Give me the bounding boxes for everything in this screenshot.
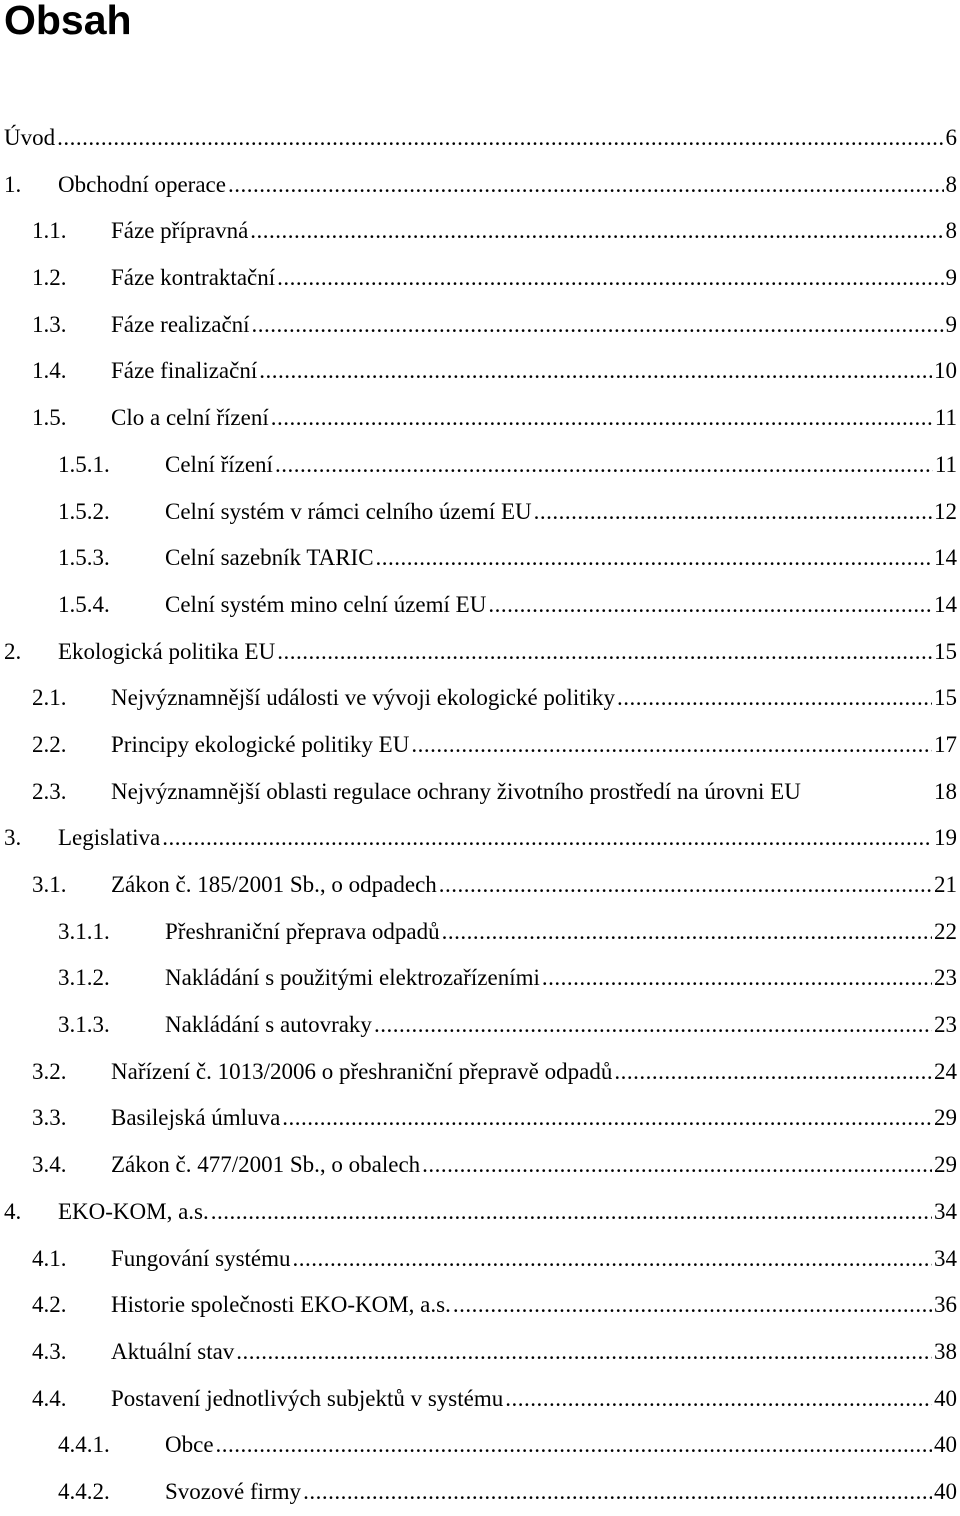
toc-entry-number: 1. xyxy=(4,162,21,209)
toc-entry-page: 15 xyxy=(934,675,960,722)
toc-entry-number: 1.4. xyxy=(32,348,67,395)
toc-entry-page: 23 xyxy=(934,1002,960,1049)
toc-entry-page: 38 xyxy=(934,1329,960,1376)
toc-leader-dots xyxy=(277,255,943,302)
toc-leader-dots xyxy=(259,348,932,395)
toc-entry-page: 29 xyxy=(934,1095,960,1142)
toc-leader-dots xyxy=(216,1422,932,1469)
toc-entry-title: Ekologická politika EU xyxy=(58,629,275,676)
toc-entry[interactable] xyxy=(0,208,960,255)
toc-entry[interactable] xyxy=(0,255,960,302)
toc-entry-number: 4.4.2. xyxy=(58,1469,110,1516)
toc-entry-number: 4.1. xyxy=(32,1236,67,1283)
toc-entry-number: 3.2. xyxy=(32,1049,67,1096)
toc-entry-page: 11 xyxy=(935,442,960,489)
toc-leader-dots xyxy=(293,1236,932,1283)
toc-entry-number: 4.2. xyxy=(32,1282,67,1329)
toc-entry-title: Celní systém mino celní území EU xyxy=(165,582,486,629)
toc-leader-dots xyxy=(453,1282,932,1329)
toc-entry-title: Fungování systému xyxy=(111,1236,291,1283)
toc-leader-dots xyxy=(614,1049,932,1096)
toc-leader-dots xyxy=(422,1142,932,1189)
toc-entry-page: 9 xyxy=(946,255,960,302)
toc-entry-page: 8 xyxy=(946,208,960,255)
toc-entry[interactable] xyxy=(0,675,960,722)
toc-entry-title: Legislativa xyxy=(58,815,160,862)
toc-entry[interactable] xyxy=(0,302,960,349)
toc-heading: Obsah xyxy=(4,0,132,44)
toc-leader-dots xyxy=(374,1002,932,1049)
toc-entry[interactable] xyxy=(0,1049,960,1096)
toc-entry-title: Úvod xyxy=(4,115,55,162)
toc-entry-title: Principy ekologické politiky EU xyxy=(111,722,409,769)
toc-leader-dots xyxy=(250,208,943,255)
toc-leader-dots xyxy=(277,629,932,676)
toc-entry-number: 2.1. xyxy=(32,675,67,722)
toc-entry-number: 4.4.1. xyxy=(58,1422,110,1469)
toc-entry-number: 3.4. xyxy=(32,1142,67,1189)
toc-entry-page: 6 xyxy=(946,115,960,162)
toc-entry-page: 22 xyxy=(934,909,960,956)
toc-entry[interactable] xyxy=(0,909,960,956)
toc-entry-title: Obce xyxy=(165,1422,214,1469)
toc-entry-title: Celní systém v rámci celního území EU xyxy=(165,489,532,536)
toc-leader-dots xyxy=(252,302,944,349)
toc-entry-number: 4.4. xyxy=(32,1376,67,1423)
toc-entry-page: 36 xyxy=(934,1282,960,1329)
toc-entry[interactable] xyxy=(0,1422,960,1469)
toc-entry-page: 14 xyxy=(934,582,960,629)
toc-leader-dots xyxy=(271,395,933,442)
toc-entry-page: 34 xyxy=(934,1236,960,1283)
toc-entry-number: 3.3. xyxy=(32,1095,67,1142)
toc-entry[interactable] xyxy=(0,955,960,1002)
toc-entry-page: 17 xyxy=(934,722,960,769)
toc-entry-number: 2. xyxy=(4,629,21,676)
toc-leader-dots xyxy=(211,1189,932,1236)
toc-leader-dots xyxy=(376,535,932,582)
toc-entry-number: 1.5.4. xyxy=(58,582,110,629)
toc-entry-title: Svozové firmy xyxy=(165,1469,301,1516)
toc-entry-title: EKO-KOM, a.s. xyxy=(58,1189,209,1236)
toc-entry-page: 40 xyxy=(934,1376,960,1423)
toc-leader-dots xyxy=(534,489,932,536)
toc-entry-number: 1.5.3. xyxy=(58,535,110,582)
toc-entry-title: Aktuální stav xyxy=(111,1329,234,1376)
toc-leader-dots xyxy=(442,909,932,956)
toc-entry-number: 3.1. xyxy=(32,862,67,909)
toc-entry-title: Postavení jednotlivých subjektů v systému xyxy=(111,1376,503,1423)
toc-entry-number: 3. xyxy=(4,815,21,862)
toc-leader-dots xyxy=(236,1329,932,1376)
toc-entry-title: Nařízení č. 1013/2006 o přeshraniční přepravě odpadů xyxy=(111,1049,612,1096)
toc-entry[interactable] xyxy=(0,582,960,629)
toc-entry-page: 40 xyxy=(934,1469,960,1516)
toc-entry-number: 4.3. xyxy=(32,1329,67,1376)
toc-entry[interactable] xyxy=(0,862,960,909)
toc-entry-number: 1.5.1. xyxy=(58,442,110,489)
toc-entry-number: 1.5. xyxy=(32,395,67,442)
toc-entry-title: Celní řízení xyxy=(165,442,273,489)
toc-entry-page: 11 xyxy=(935,395,960,442)
toc-entry[interactable] xyxy=(0,1189,960,1236)
toc-entry-number: 1.2. xyxy=(32,255,67,302)
toc-entry-page: 14 xyxy=(934,535,960,582)
toc-entry-title: Fáze realizační xyxy=(111,302,250,349)
toc-entry-title: Clo a celní řízení xyxy=(111,395,269,442)
toc-entry[interactable] xyxy=(0,348,960,395)
toc-entry-title: Fáze kontraktační xyxy=(111,255,275,302)
toc-entry-page: 19 xyxy=(934,815,960,862)
toc-entry[interactable] xyxy=(0,1282,960,1329)
toc-entry-page: 40 xyxy=(934,1422,960,1469)
toc-entry-title: Nejvýznamnější oblasti regulace ochrany životního prostředí na úrovni EU xyxy=(111,769,801,816)
toc-leader-dots xyxy=(411,722,932,769)
toc-entry[interactable] xyxy=(0,162,960,209)
toc-entry-page: 8 xyxy=(946,162,960,209)
toc-entry[interactable] xyxy=(0,442,960,489)
toc-entry-title: Fáze přípravná xyxy=(111,208,248,255)
toc-entry-page: 23 xyxy=(934,955,960,1002)
toc-entry-number: 3.1.1. xyxy=(58,909,110,956)
toc-entry-number: 1.3. xyxy=(32,302,67,349)
toc-entry-title: Basilejská úmluva xyxy=(111,1095,280,1142)
toc-entry[interactable] xyxy=(0,395,960,442)
toc-leader-dots xyxy=(488,582,932,629)
toc-entry-title: Celní sazebník TARIC xyxy=(165,535,374,582)
toc-entry[interactable] xyxy=(0,115,960,162)
toc-entry[interactable] xyxy=(0,1002,960,1049)
toc-entry-title: Zákon č. 185/2001 Sb., o odpadech xyxy=(111,862,437,909)
toc-entry[interactable] xyxy=(0,722,960,769)
toc-entry-page: 24 xyxy=(934,1049,960,1096)
toc-leader-dots xyxy=(57,115,943,162)
toc-entry[interactable] xyxy=(0,489,960,536)
toc-leader-dots xyxy=(162,815,932,862)
toc-leader-dots xyxy=(282,1095,932,1142)
toc-entry[interactable] xyxy=(0,535,960,582)
toc-entry-title: Nakládání s autovraky xyxy=(165,1002,372,1049)
toc-entry-title: Zákon č. 477/2001 Sb., o obalech xyxy=(111,1142,420,1189)
toc-entry-number: 3.1.2. xyxy=(58,955,110,1002)
toc-entry-title: Nakládání s použitými elektrozařízeními xyxy=(165,955,540,1002)
toc-entry[interactable] xyxy=(0,815,960,862)
toc-entry-page: 15 xyxy=(934,629,960,676)
toc-leader-dots xyxy=(275,442,933,489)
toc-entry-number: 1.5.2. xyxy=(58,489,110,536)
toc-entry-page: 18 xyxy=(934,769,960,816)
toc-entry-title: Fáze finalizační xyxy=(111,348,257,395)
toc-entry-title: Přeshraniční přeprava odpadů xyxy=(165,909,440,956)
toc-entry-title: Historie společnosti EKO-KOM, a.s. xyxy=(111,1282,451,1329)
toc-entry[interactable] xyxy=(0,629,960,676)
toc-entry-title: Nejvýznamnější události ve vývoji ekologické politiky xyxy=(111,675,615,722)
toc-entry-number: 4. xyxy=(4,1189,21,1236)
toc-entry[interactable] xyxy=(0,1329,960,1376)
toc-leader-dots xyxy=(617,675,932,722)
toc-entry[interactable] xyxy=(0,1095,960,1142)
toc-leader-dots xyxy=(228,162,944,209)
toc-leader-dots xyxy=(505,1376,932,1423)
toc-entry[interactable] xyxy=(0,1376,960,1423)
toc-entry-number: 2.3. xyxy=(32,769,67,816)
toc-entry-number: 1.1. xyxy=(32,208,67,255)
toc-leader-dots xyxy=(542,955,932,1002)
toc-entry-page: 10 xyxy=(934,348,960,395)
toc-entry-number: 3.1.3. xyxy=(58,1002,110,1049)
toc-entry-page: 12 xyxy=(934,489,960,536)
toc-entry-number: 2.2. xyxy=(32,722,67,769)
toc-entry-page: 34 xyxy=(934,1189,960,1236)
toc-entry-title: Obchodní operace xyxy=(58,162,226,209)
toc-entry[interactable] xyxy=(0,1142,960,1189)
toc-leader-dots xyxy=(439,862,932,909)
toc-entry[interactable] xyxy=(0,1236,960,1283)
toc-entry-page: 21 xyxy=(934,862,960,909)
toc-entry-page: 9 xyxy=(946,302,960,349)
toc-entry-page: 29 xyxy=(934,1142,960,1189)
toc-entry[interactable] xyxy=(0,769,960,816)
toc-list xyxy=(0,115,960,1516)
